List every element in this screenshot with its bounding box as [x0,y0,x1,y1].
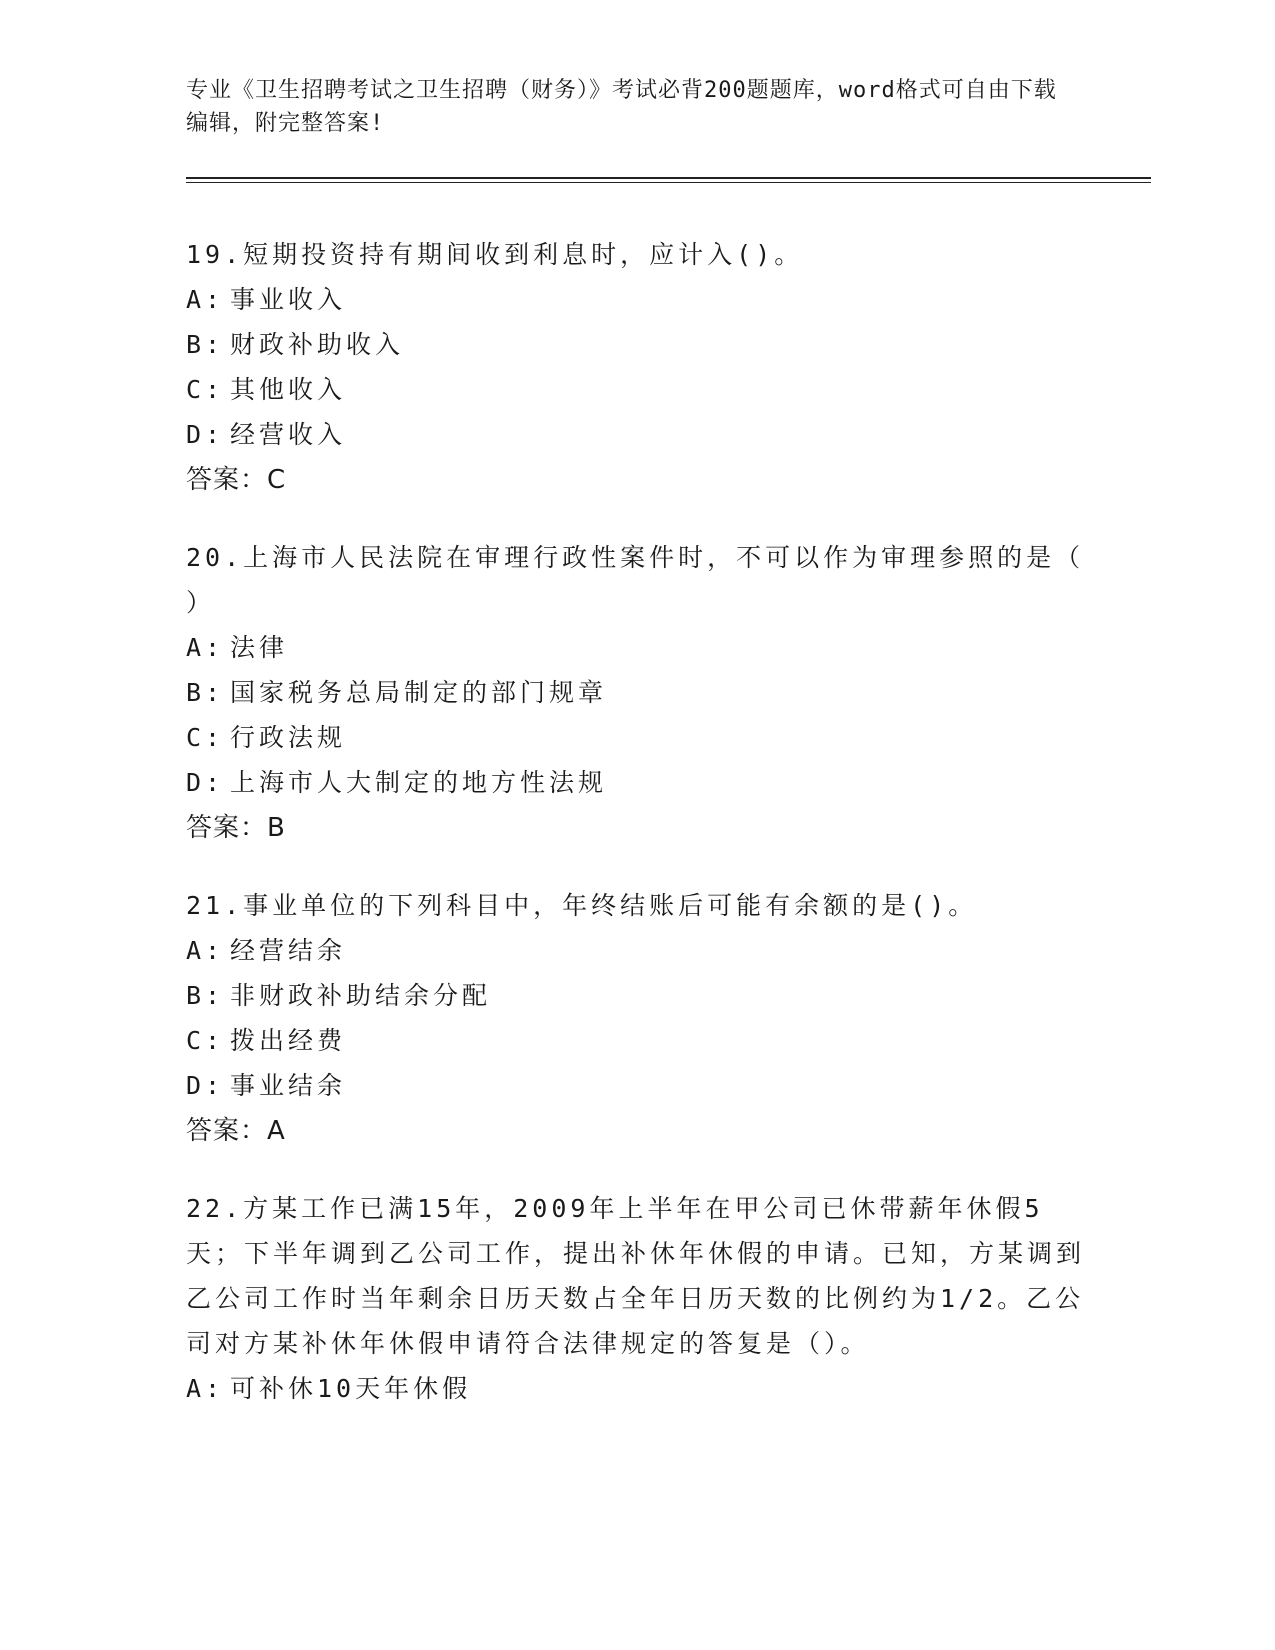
option-text: 行政法规 [230,723,347,752]
option-b [186,322,1086,367]
option-a [186,277,1086,322]
option-text: 事业收入 [230,285,347,314]
question-text: 20.上海市人民法院在审理行政性案件时，不可以作为审理参照的是（ ） [186,543,1085,617]
option-b [186,670,1086,715]
option-d [186,760,1086,805]
option-text: 非财政补助结余分配 [230,981,492,1010]
option-label: A: [186,633,225,662]
option-label: D: [186,1071,225,1100]
option-label: A: [186,936,225,965]
option-a [186,1366,1086,1411]
option-c [186,715,1086,760]
header-divider-thin [186,182,1151,183]
option-label: C: [186,375,225,404]
option-label: D: [186,768,225,797]
option-text: 经营结余 [230,936,347,965]
option-b [186,973,1086,1018]
header-divider [186,177,1151,179]
answer-text: 答案：B [186,813,286,843]
option-text: 事业结余 [230,1071,347,1100]
option-label: B: [186,678,225,707]
option-label: A: [186,285,225,314]
question-20 [186,535,1086,851]
option-text: 财政补助收入 [230,330,405,359]
option-d [186,1063,1086,1108]
question-text: 22.方某工作已满15年，2009年上半年在甲公司已休带薪年休假5天；下半年调到乙公司工作，提出补休年休假的申请。已知，方某调到乙公司工作时当年剩余日历天数占全年日历天数的比例约为1/2。乙公司对方某补休年休假申请符合法律规定的答复是（）。 [186,1194,1086,1358]
option-text: 可补休10天年休假 [230,1374,472,1403]
question-19 [186,232,1086,503]
option-c [186,367,1086,412]
option-a [186,928,1086,973]
option-c [186,1018,1086,1063]
option-a [186,625,1086,670]
question-list [186,232,1086,1443]
question-text: 19.短期投资持有期间收到利息时，应计入()。 [186,240,804,269]
option-text: 国家税务总局制定的部门规章 [230,678,608,707]
option-label: B: [186,981,225,1010]
option-text: 经营收入 [230,420,347,449]
option-label: C: [186,723,225,752]
option-label: D: [186,420,225,449]
option-text: 上海市人大制定的地方性法规 [230,768,608,797]
answer-text: 答案：A [186,1116,286,1146]
option-text: 其他收入 [230,375,347,404]
document-header: 专业《卫生招聘考试之卫生招聘（财务）》考试必背200题题库，word格式可自由下载编辑，附完整答案! [186,78,1057,136]
question-text: 21.事业单位的下列科目中，年终结账后可能有余额的是()。 [186,891,978,920]
question-22 [186,1186,1086,1411]
option-text: 法律 [230,633,289,662]
option-label: C: [186,1026,225,1055]
option-text: 拨出经费 [230,1026,347,1055]
option-label: B: [186,330,225,359]
question-21 [186,883,1086,1154]
option-d [186,412,1086,457]
option-label: A: [186,1374,225,1403]
answer-text: 答案：C [186,465,287,495]
